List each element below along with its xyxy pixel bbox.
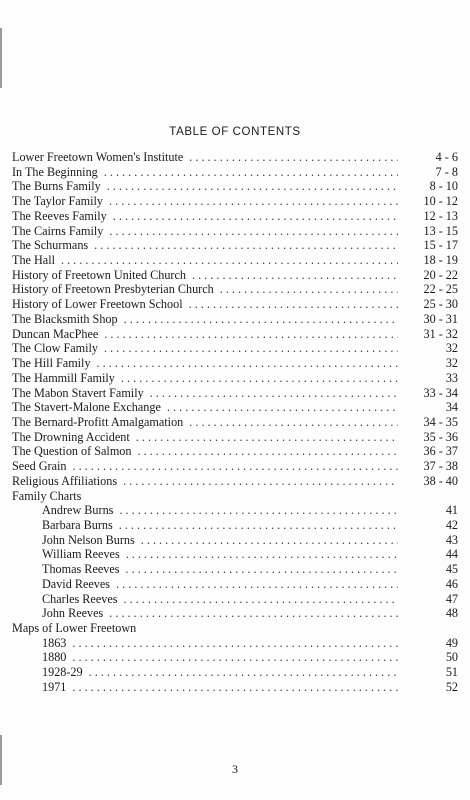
toc-entry-pages: 52 [445, 679, 458, 694]
toc-entry-pages: 44 [445, 547, 458, 562]
toc-entry-title: 1928-29 [42, 665, 83, 680]
dot-leader [72, 636, 398, 651]
toc-entry-title: Duncan MacPhee [12, 326, 99, 341]
toc-entry [12, 209, 458, 224]
toc-entry-title: The Reeves Family [12, 208, 107, 223]
dot-leader [189, 150, 398, 165]
toc-entry [12, 474, 458, 489]
dot-leader [126, 547, 398, 562]
toc-entry-pages: 25 - 30 [423, 297, 458, 312]
dot-leader [94, 238, 398, 253]
dot-leader [189, 415, 398, 430]
toc-entry-title: The Cairns Family [12, 223, 104, 238]
dot-leader [104, 165, 398, 180]
toc-entry [12, 386, 458, 401]
toc-entry-pages: 10 - 12 [423, 194, 458, 209]
dot-leader [61, 253, 398, 268]
table-of-contents [12, 150, 458, 695]
dot-leader [119, 518, 398, 533]
dot-leader [109, 224, 398, 239]
toc-subentry [12, 665, 458, 680]
toc-entry-pages: 4 - 6 [435, 150, 458, 164]
toc-entry-title: The Blacksmith Shop [12, 311, 118, 326]
toc-entry [12, 224, 458, 239]
dot-leader [192, 268, 398, 283]
toc-entry-pages: 47 [445, 591, 458, 606]
dot-leader [138, 444, 399, 459]
toc-entry [12, 356, 458, 371]
toc-entry-pages: 33 [445, 370, 458, 385]
toc-subentry [12, 606, 458, 621]
toc-entry [12, 268, 458, 283]
toc-subentry [12, 518, 458, 533]
toc-entry-title: William Reeves [42, 547, 120, 562]
toc-entry-title: Andrew Burns [42, 503, 114, 518]
toc-entry-pages: 31 - 32 [423, 326, 458, 341]
toc-entry-pages: 12 - 13 [423, 208, 458, 223]
toc-entry-pages: 41 [445, 503, 458, 518]
toc-entry-pages: 8 - 10 [429, 179, 458, 194]
toc-subentry [12, 547, 458, 562]
dot-leader [89, 665, 398, 680]
toc-entry-title: Charles Reeves [42, 591, 118, 606]
dot-leader [97, 356, 398, 371]
toc-entry-pages: 34 [445, 400, 458, 415]
dot-leader [141, 533, 398, 548]
toc-entry [12, 238, 458, 253]
toc-entry-title: The Hall [12, 253, 55, 268]
toc-entry-title: The Drowning Accident [12, 429, 130, 444]
toc-subentry [12, 636, 458, 651]
dot-leader [124, 312, 398, 327]
toc-entry-pages: 34 - 35 [423, 414, 458, 429]
toc-entry-pages: 49 [445, 635, 458, 650]
toc-subentry [12, 650, 458, 665]
toc-entry-title: David Reeves [42, 576, 111, 591]
toc-entry-title: The Hammill Family [12, 370, 115, 385]
dot-leader [189, 297, 398, 312]
toc-entry-title: Lower Freetown Women's Institute [12, 150, 184, 164]
toc-entry-pages: 48 [445, 606, 458, 621]
dot-leader [73, 459, 399, 474]
toc-section-heading: Maps of Lower Freetown [12, 621, 137, 635]
toc-entry-pages: 32 [445, 356, 458, 371]
toc-entry [12, 444, 458, 459]
toc-entry [12, 312, 458, 327]
toc-entry-title: 1880 [42, 650, 67, 665]
toc-entry-title: The Stavert-Malone Exchange [12, 400, 161, 415]
toc-entry [12, 282, 458, 297]
toc-entry [12, 179, 458, 194]
toc-entry-pages: 50 [445, 650, 458, 665]
toc-subentry [12, 592, 458, 607]
dot-leader [72, 680, 398, 695]
toc-entry-title: John Nelson Burns [42, 532, 135, 547]
dot-leader [123, 474, 398, 489]
dot-leader [104, 327, 398, 342]
toc-entry-pages: 18 - 19 [423, 253, 458, 268]
toc-entry-title: The Hill Family [12, 356, 91, 371]
dot-leader [107, 179, 398, 194]
toc-entry-pages: 37 - 38 [423, 459, 458, 474]
scan-edge-mark [0, 735, 2, 785]
toc-entry-title: Thomas Reeves [42, 562, 120, 577]
toc-entry [12, 165, 458, 180]
dot-leader [104, 341, 398, 356]
toc-entry-title: In The Beginning [12, 164, 98, 179]
toc-entry-title: The Question of Salmon [12, 444, 132, 459]
toc-entry-title: 1971 [42, 679, 67, 694]
toc-entry-title: The Schurmans [12, 238, 89, 253]
toc-entry [12, 415, 458, 430]
toc-entry [12, 341, 458, 356]
dot-leader [72, 650, 398, 665]
dot-leader [126, 562, 398, 577]
toc-entry-pages: 20 - 22 [423, 267, 458, 282]
toc-entry-title: The Taylor Family [12, 194, 103, 209]
dot-leader [109, 606, 398, 621]
toc-entry-title: History of Freetown Presbyterian Church [12, 282, 214, 297]
scan-edge-mark [0, 28, 2, 88]
toc-entry [12, 430, 458, 445]
toc-entry-pages: 35 - 36 [423, 429, 458, 444]
toc-entry-title: The Bernard-Profitt Amalgamation [12, 414, 184, 429]
toc-section-heading: Family Charts [12, 488, 82, 503]
toc-entry-pages: 42 [445, 517, 458, 532]
toc-subentry [12, 562, 458, 577]
toc-entry [12, 327, 458, 342]
toc-entry [12, 297, 458, 312]
toc-entry-title: Seed Grain [12, 459, 67, 474]
dot-leader [121, 371, 398, 386]
dot-leader [123, 592, 398, 607]
toc-subentry [12, 533, 458, 548]
toc-entry-title: Religious Affiliations [12, 473, 118, 488]
toc-subentry [12, 680, 458, 695]
toc-entry-title: 1863 [42, 635, 67, 650]
toc-subentry [12, 577, 458, 592]
toc-entry [12, 253, 458, 268]
page-title: TABLE OF CONTENTS [169, 126, 301, 138]
toc-entry-pages: 13 - 15 [423, 223, 458, 238]
toc-entry-title: Barbara Burns [42, 517, 113, 532]
toc-entry-pages: 36 - 37 [423, 444, 458, 459]
toc-entry-pages: 7 - 8 [435, 164, 458, 179]
toc-entry-pages: 43 [445, 532, 458, 547]
toc-entry-pages: 33 - 34 [423, 385, 458, 400]
page-number: 3 [232, 762, 238, 776]
dot-leader [116, 577, 398, 592]
dot-leader [220, 282, 398, 297]
toc-entry-pages: 46 [445, 576, 458, 591]
toc-entry-title: John Reeves [42, 606, 104, 621]
toc-entry-pages: 15 - 17 [423, 238, 458, 253]
toc-entry-title: The Clow Family [12, 341, 98, 356]
toc-subentry [12, 503, 458, 518]
dot-leader [109, 194, 398, 209]
toc-entry-title: The Mabon Stavert Family [12, 385, 144, 400]
toc-entry-pages: 22 - 25 [423, 282, 458, 297]
dot-leader [119, 503, 398, 518]
toc-entry-pages: 30 - 31 [423, 311, 458, 326]
dot-leader [136, 430, 398, 445]
toc-section-family-charts [12, 489, 458, 504]
toc-section-maps [12, 621, 458, 636]
toc-entry-title: History of Lower Freetown School [12, 297, 183, 312]
toc-entry-pages: 32 [445, 341, 458, 356]
toc-entry [12, 150, 458, 165]
toc-entry-pages: 51 [445, 665, 458, 680]
toc-entry-title: The Burns Family [12, 179, 101, 194]
toc-entry [12, 371, 458, 386]
toc-entry-pages: 45 [445, 562, 458, 577]
toc-entry [12, 194, 458, 209]
toc-entry [12, 459, 458, 474]
toc-entry-title: History of Freetown United Church [12, 267, 186, 282]
toc-entry-pages: 38 - 40 [423, 473, 458, 488]
dot-leader [167, 400, 398, 415]
dot-leader [113, 209, 398, 224]
toc-entry [12, 400, 458, 415]
dot-leader [150, 386, 398, 401]
